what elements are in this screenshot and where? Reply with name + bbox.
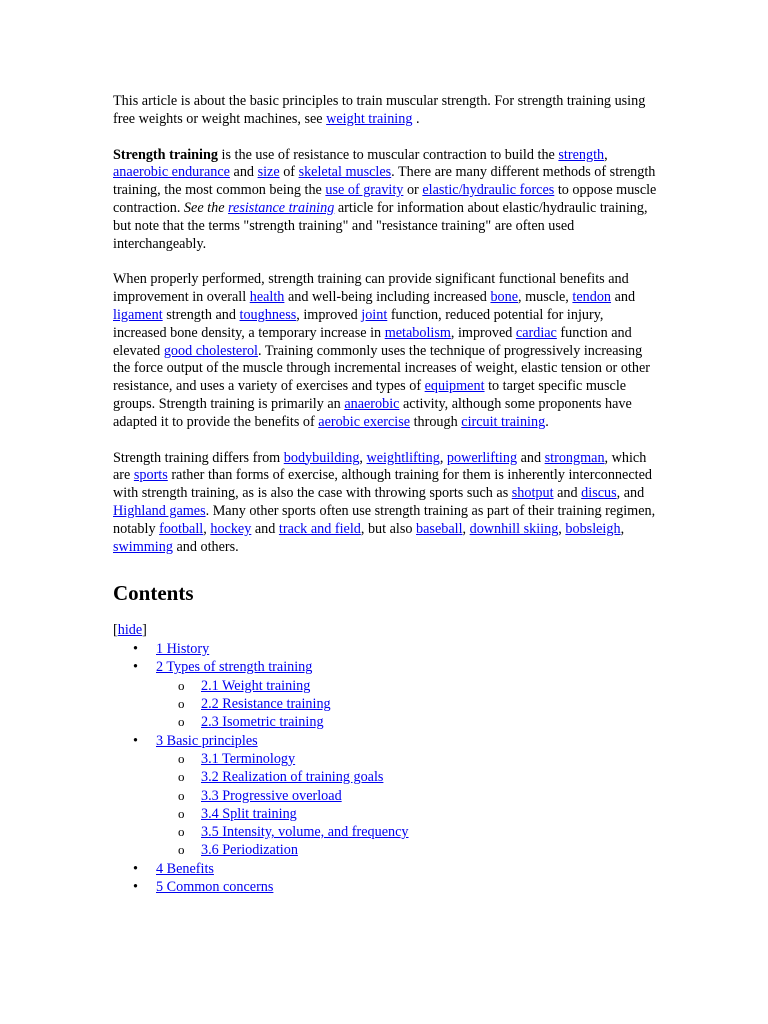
link-baseball[interactable]: baseball bbox=[416, 520, 463, 537]
link-strongman[interactable]: strongman bbox=[544, 449, 605, 466]
toc-item-basic-principles bbox=[113, 732, 658, 860]
toc-subitem bbox=[156, 823, 658, 841]
link-bobsleigh[interactable]: bobsleigh bbox=[565, 520, 621, 537]
link-hockey[interactable]: hockey bbox=[210, 520, 252, 537]
link-joint[interactable]: joint bbox=[361, 306, 388, 323]
link-anaerobic-endurance[interactable]: anaerobic endurance bbox=[113, 164, 230, 181]
link-good-cholesterol[interactable]: good cholesterol bbox=[163, 342, 258, 359]
toc-subitem bbox=[156, 768, 658, 786]
link-use-of-gravity[interactable]: use of gravity bbox=[325, 182, 404, 199]
bold-term: Strength training bbox=[113, 146, 218, 163]
link-elastic-hydraulic-forces[interactable]: elastic/hydraulic forces bbox=[422, 182, 555, 199]
link-strength[interactable]: strength bbox=[558, 146, 605, 163]
link-health[interactable]: health bbox=[249, 289, 285, 306]
toc-sublist-principles bbox=[156, 750, 658, 860]
link-aerobic-exercise[interactable]: aerobic exercise bbox=[318, 413, 411, 430]
toc-subitem bbox=[156, 805, 658, 823]
differences-paragraph: Strength training differs from bodybuilding, weightlifting, powerlifting and strongman, which are sports rather than forms of exercise, although training for them is inherently interconnected with strength training, as is also the case with throwing sports such as shotput and discus, and Highland games. Many other sports often use strength training as part of their training regimen, notably football, hockey and track and field, but also baseball, downhill skiing, bobsleigh, swimming and others. bbox=[113, 449, 656, 555]
link-metabolism[interactable]: metabolism bbox=[384, 324, 451, 341]
toc-item-benefits bbox=[113, 860, 658, 878]
toc-item-history bbox=[113, 640, 658, 658]
contents-heading: Contents bbox=[113, 581, 194, 606]
link-circuit-training[interactable]: circuit training bbox=[461, 413, 546, 430]
link-resistance-training[interactable]: resistance training bbox=[228, 199, 335, 216]
link-equipment[interactable]: equipment bbox=[424, 378, 485, 395]
link-weight-training[interactable]: weight training bbox=[326, 110, 413, 127]
link-shotput[interactable]: shotput bbox=[511, 485, 554, 502]
toc-link-basic-principles[interactable]: 3 Basic principles bbox=[156, 732, 258, 749]
toc-item-types bbox=[113, 658, 658, 731]
toc-link-types[interactable]: 2 Types of strength training bbox=[156, 659, 313, 676]
toc-link-periodization[interactable]: 3.6 Periodization bbox=[201, 842, 298, 859]
table-of-contents bbox=[113, 640, 658, 896]
link-discus[interactable]: discus bbox=[581, 485, 617, 502]
link-powerlifting[interactable]: powerlifting bbox=[446, 449, 518, 466]
link-cardiac[interactable]: cardiac bbox=[515, 324, 557, 341]
link-bone[interactable]: bone bbox=[490, 289, 519, 306]
toc-link-isometric-training[interactable]: 2.3 Isometric training bbox=[201, 714, 324, 731]
link-ligament[interactable]: ligament bbox=[113, 306, 163, 323]
toc-toggle: [hide] bbox=[113, 622, 147, 639]
toc-item-common-concerns bbox=[113, 878, 658, 896]
link-skeletal-muscles[interactable]: skeletal muscles bbox=[298, 164, 392, 181]
toc-link-history[interactable]: 1 History bbox=[156, 641, 210, 658]
benefits-paragraph: When properly performed, strength training can provide significant functional benefits and improvement in overall health and well-being including increased bone, muscle, tendon and ligament strength and toughness, improved joint function, reduced potential for injury, increased bone density, a temporary increase in metabolism, improved cardiac function and elevated good cholesterol. Training commonly uses the technique of progressively increasing the force output of the muscle through incremental increases of weight, elastic tension or other resistance, and uses a variety of exercises and types of equipment to target specific muscle groups. Strength training is primarily an anaerobic activity, although some proponents have adapted it to provide the benefits of aerobic exercise through circuit training. bbox=[113, 271, 650, 430]
link-swimming[interactable]: swimming bbox=[113, 538, 173, 555]
toc-sublist-types bbox=[156, 677, 658, 732]
toc-link-realization[interactable]: 3.2 Realization of training goals bbox=[201, 769, 384, 786]
toc-link-resistance-training[interactable]: 2.2 Resistance training bbox=[201, 696, 331, 713]
toc-link-terminology[interactable]: 3.1 Terminology bbox=[201, 750, 296, 767]
hatnote: This article is about the basic principles to train muscular strength. For strength training using free weights or weight machines, see weight training . bbox=[113, 93, 646, 127]
toc-subitem bbox=[156, 787, 658, 805]
article-body bbox=[113, 93, 658, 896]
link-football[interactable]: football bbox=[159, 520, 204, 537]
toc-subitem bbox=[156, 677, 658, 695]
toc-subitem bbox=[156, 750, 658, 768]
link-highland-games[interactable]: Highland games bbox=[113, 502, 206, 519]
toc-subitem bbox=[156, 841, 658, 859]
link-sports[interactable]: sports bbox=[133, 467, 168, 484]
link-bodybuilding[interactable]: bodybuilding bbox=[283, 449, 360, 466]
link-tendon[interactable]: tendon bbox=[572, 289, 612, 306]
link-downhill-skiing[interactable]: downhill skiing bbox=[469, 520, 559, 537]
toc-hide-link[interactable]: hide bbox=[117, 622, 143, 639]
toc-subitem bbox=[156, 695, 658, 713]
toc-subitem bbox=[156, 713, 658, 731]
toc-link-split-training[interactable]: 3.4 Split training bbox=[201, 805, 297, 822]
see-the-italic: See the bbox=[183, 199, 229, 216]
toc-link-benefits[interactable]: 4 Benefits bbox=[156, 860, 214, 877]
link-anaerobic[interactable]: anaerobic bbox=[344, 395, 400, 412]
link-track-and-field[interactable]: track and field bbox=[278, 520, 361, 537]
toc-link-progressive-overload[interactable]: 3.3 Progressive overload bbox=[201, 787, 342, 804]
toc-link-common-concerns[interactable]: 5 Common concerns bbox=[156, 878, 274, 895]
intro-paragraph: Strength training is the use of resistance to muscular contraction to build the strength, anaerobic endurance and size of skeletal muscles. There are many different methods of strength training, the most common being the use of gravity or elastic/hydraulic forces to oppose muscle contraction. See the resistance training article for information about elastic/hydraulic training, but note that the terms "strength training" and "resistance training" are often used interchangeably. bbox=[113, 146, 657, 252]
toc-link-intensity[interactable]: 3.5 Intensity, volume, and frequency bbox=[201, 824, 409, 841]
link-weightlifting[interactable]: weightlifting bbox=[366, 449, 440, 466]
toc-link-weight-training[interactable]: 2.1 Weight training bbox=[201, 677, 311, 694]
link-size[interactable]: size bbox=[257, 164, 280, 181]
link-toughness[interactable]: toughness bbox=[239, 306, 297, 323]
